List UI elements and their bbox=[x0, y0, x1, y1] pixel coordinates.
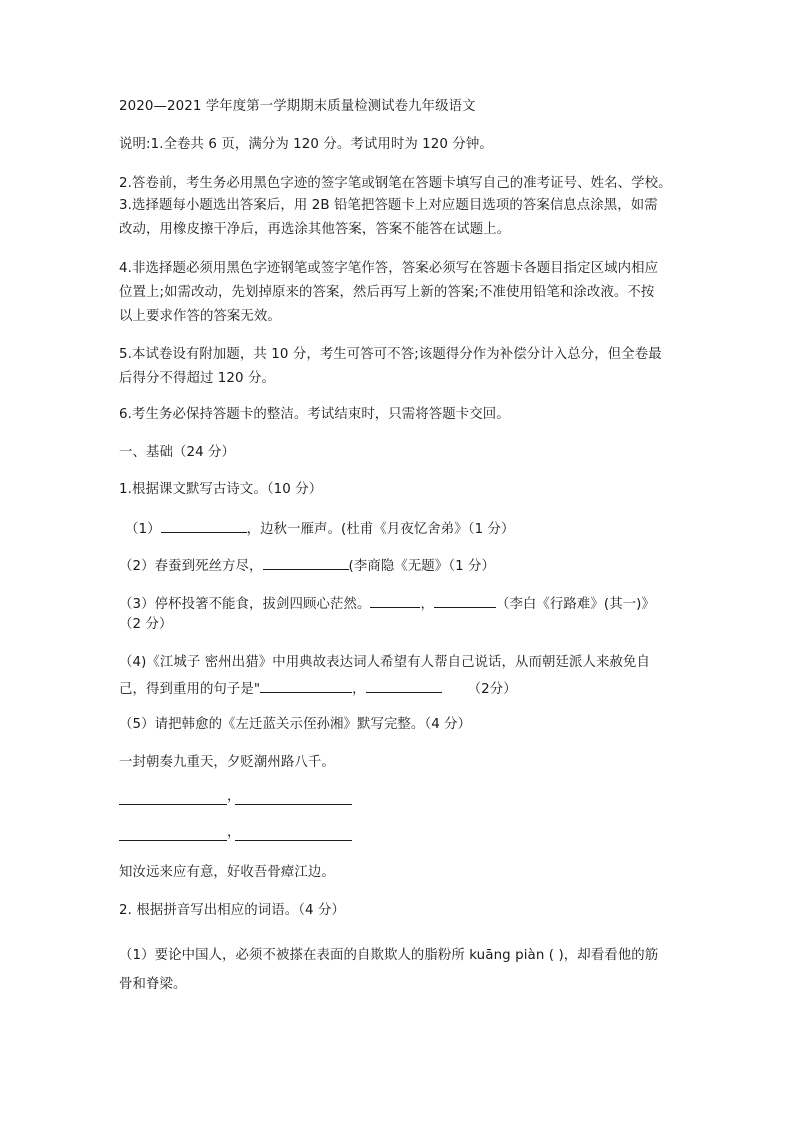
q1-5-answer-row-1 bbox=[119, 788, 353, 806]
q1-3-prefix: （3）停杯投箸不能食，拔剑四顾心茫然。 bbox=[119, 597, 371, 612]
exam-title: 2020—2021 学年度第一学期期末质量检测试卷九年级语文 bbox=[119, 99, 476, 114]
q1-4-answer-blank-b[interactable] bbox=[366, 678, 442, 693]
question-2-title: 2. 根据拼音写出相应的词语。（4 分） bbox=[119, 903, 345, 918]
q1-5-answer-blank-2b[interactable] bbox=[235, 824, 352, 841]
note-4-line1: 4.非选择题必须用黑色字迹钢笔或签字笔作答，答案必须写在答题卡各题目指定区域内相应 bbox=[119, 261, 659, 276]
q1-5-comma-2: ， bbox=[227, 825, 241, 840]
question-1-5-title: （5）请把韩愈的《左迁蓝关示侄孙湘》默写完整。（4 分） bbox=[119, 717, 472, 732]
q1-4-answer-blank-a[interactable] bbox=[260, 678, 352, 693]
q1-1-prefix: （1） bbox=[125, 522, 161, 537]
q1-3-answer-blank-a[interactable] bbox=[370, 593, 420, 608]
question-1-2 bbox=[119, 555, 495, 576]
q1-3-suffix: （李白《行路难》(其一)》 bbox=[495, 597, 655, 612]
note-5-line1: 5.本试卷设有附加题，共 10 分，考生可答可不答;该题得分作为补偿分计入总分，但全卷最 bbox=[119, 347, 662, 362]
question-2-1-line1: （1）要论中国人，必须不被搽在表面的自欺欺人的脂粉所 kuāng piàn ( )，却看看他的筋 bbox=[119, 948, 659, 963]
note-6: 6.考生务必保持答题卡的整洁。考试结束时，只需将答题卡交回。 bbox=[119, 407, 510, 422]
question-1-title: 1.根据课文默写古诗文。（10 分） bbox=[119, 482, 323, 497]
q1-2-suffix: (李商隐《无题》（1 分） bbox=[348, 559, 496, 574]
q1-5-answer-row-2 bbox=[119, 824, 353, 842]
question-1-1 bbox=[125, 518, 515, 539]
q1-1-answer-blank[interactable] bbox=[161, 518, 247, 533]
q1-4-score: （2分） bbox=[467, 682, 517, 697]
q1-3-score: （2 分） bbox=[119, 617, 173, 632]
q1-1-suffix: ，边秋一雁声。(杜甫《月夜忆舍弟》（1 分） bbox=[246, 522, 515, 537]
question-1-4-line2 bbox=[119, 678, 517, 699]
note-4-line2: 位置上;如需改动，先划掉原来的答案，然后再写上新的答案;不准使用铅笔和涂改液。不按 bbox=[119, 285, 655, 300]
q1-4-comma: ， bbox=[352, 682, 366, 697]
q1-4-prefix: 己，得到重用的句子是" bbox=[119, 682, 261, 697]
q1-5-answer-blank-2a[interactable] bbox=[119, 824, 227, 841]
question-1-5-poem-last: 知汝远来应有意，好收吾骨瘴江边。 bbox=[119, 865, 335, 880]
q1-2-prefix: （2）春蚕到死丝方尽， bbox=[119, 559, 263, 574]
q1-3-answer-blank-b[interactable] bbox=[434, 593, 496, 608]
q1-2-answer-blank[interactable] bbox=[263, 555, 349, 570]
question-2-1-line2: 骨和脊梁。 bbox=[119, 977, 187, 992]
question-1-3 bbox=[119, 593, 655, 614]
note-3-line2: 改动，用橡皮擦干净后，再选涂其他答案，答案不能答在试题上。 bbox=[119, 222, 511, 237]
q1-5-comma-1: ， bbox=[227, 789, 241, 804]
question-1-5-poem-line1: 一封朝奏九重天，夕贬潮州路八千。 bbox=[119, 755, 335, 770]
note-5-line2: 后得分不得超过 120 分。 bbox=[119, 371, 275, 386]
note-2: 2.答卷前，考生务必用黑色字迹的签字笔或钢笔在答题卡填写自己的准考证号、姓名、学校。 bbox=[119, 176, 672, 191]
q1-3-comma: ， bbox=[420, 597, 434, 612]
note-4-line3: 以上要求作答的答案无效。 bbox=[119, 309, 281, 324]
question-1-4-line1: （4)《江城子 密州出猎》中用典故表达词人希望有人帮自己说话，从而朝廷派人来赦免自 bbox=[119, 655, 650, 670]
q1-5-answer-blank-1b[interactable] bbox=[235, 788, 352, 805]
q1-5-answer-blank-1a[interactable] bbox=[119, 788, 227, 805]
note-1: 说明:1.全卷共 6 页，满分为 120 分。考试用时为 120 分钟。 bbox=[119, 137, 493, 152]
section-basics-heading: 一、基础（24 分） bbox=[119, 445, 236, 460]
note-3-line1: 3.选择题每小题选出答案后，用 2B 铅笔把答题卡上对应题目选项的答案信息点涂黑，如需 bbox=[119, 198, 658, 213]
